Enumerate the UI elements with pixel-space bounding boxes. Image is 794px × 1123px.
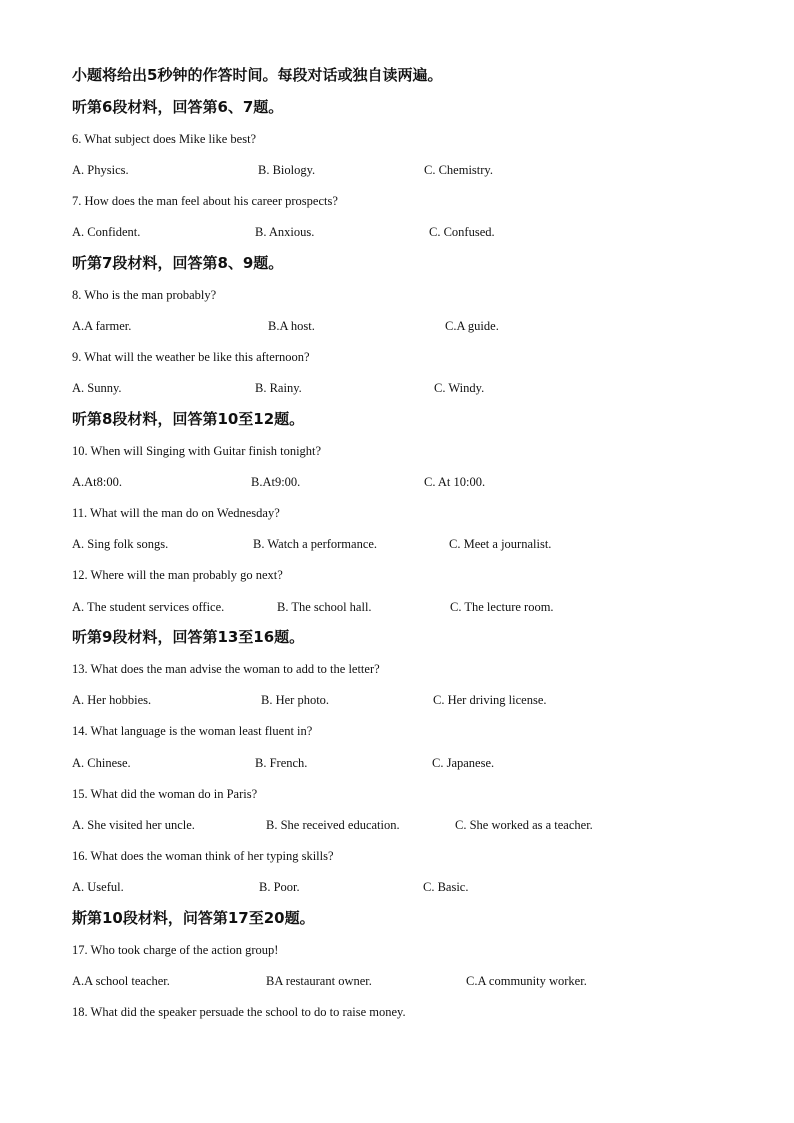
option-c: C. Confused. [429, 225, 495, 239]
option-a: A. Chinese. [72, 756, 131, 770]
option-c: C.A community worker. [466, 974, 587, 988]
option-a: A. She visited her uncle. [72, 818, 195, 832]
question-text: 18. What did the speaker persuade the school to do to raise money. [72, 1005, 406, 1019]
section-heading: 斯第10段材料，问答第17至20题。 [72, 909, 315, 927]
question-text: 6. What subject does Mike like best? [72, 132, 257, 146]
option-a: A. Useful. [72, 880, 124, 894]
section-heading: 听第6段材料，回答第6、7题。 [72, 98, 284, 116]
option-a: A. Sing folk songs. [72, 537, 169, 551]
option-b: B. Biology. [258, 163, 316, 177]
question-text: 8. Who is the man probably? [72, 288, 217, 302]
option-c: C. She worked as a teacher. [455, 818, 593, 832]
question-text: 15. What did the woman do in Paris? [72, 787, 258, 801]
question-text: 9. What will the weather be like this afternoon? [72, 350, 310, 364]
option-b: B. Watch a performance. [253, 537, 378, 551]
question-text: 13. What does the man advise the woman to add to the letter? [72, 662, 380, 676]
option-c: C. The lecture room. [450, 600, 554, 614]
question-text: 10. When will Singing with Guitar finish tonight? [72, 444, 322, 458]
option-c: C.A guide. [445, 319, 499, 333]
option-b: BA restaurant owner. [266, 974, 372, 988]
option-a: A.A school teacher. [72, 974, 170, 988]
option-b: B. Anxious. [255, 225, 315, 239]
instruction-line: 小题将给出5秒钟的作答时间。每段对话或独自读两遍。 [72, 66, 443, 84]
option-a: A. Her hobbies. [72, 693, 152, 707]
option-a: A. Sunny. [72, 381, 122, 395]
question-text: 7. How does the man feel about his career prospects? [72, 194, 338, 208]
option-b: B. Poor. [259, 880, 300, 894]
option-a: A. The student services office. [72, 600, 225, 614]
option-b: B. The school hall. [277, 600, 372, 614]
option-b: B. French. [255, 756, 308, 770]
option-b: B. She received education. [266, 818, 400, 832]
option-b: B.At9:00. [251, 475, 301, 489]
option-b: B. Her photo. [261, 693, 330, 707]
option-a: A. Physics. [72, 163, 129, 177]
option-c: C. Meet a journalist. [449, 537, 552, 551]
option-b: B. Rainy. [255, 381, 302, 395]
question-text: 12. Where will the man probably go next? [72, 568, 283, 582]
option-c: C. Her driving license. [433, 693, 547, 707]
section-heading: 听第8段材料，回答第10至12题。 [72, 410, 305, 428]
option-c: C. Japanese. [432, 756, 495, 770]
option-a: A.At8:00. [72, 475, 122, 489]
question-text: 14. What language is the woman least fluent in? [72, 724, 313, 738]
option-c: C. Windy. [434, 381, 485, 395]
option-b: B.A host. [268, 319, 315, 333]
section-heading: 听第7段材料，回答第8、9题。 [72, 254, 284, 272]
section-heading: 听第9段材料，回答第13至16题。 [72, 628, 305, 646]
option-c: C. Chemistry. [424, 163, 493, 177]
option-c: C. Basic. [423, 880, 469, 894]
option-a: A.A farmer. [72, 319, 132, 333]
question-text: 11. What will the man do on Wednesday? [72, 506, 280, 520]
question-text: 16. What does the woman think of her typing skills? [72, 849, 334, 863]
option-a: A. Confident. [72, 225, 141, 239]
question-text: 17. Who took charge of the action group! [72, 943, 279, 957]
option-c: C. At 10:00. [424, 475, 486, 489]
